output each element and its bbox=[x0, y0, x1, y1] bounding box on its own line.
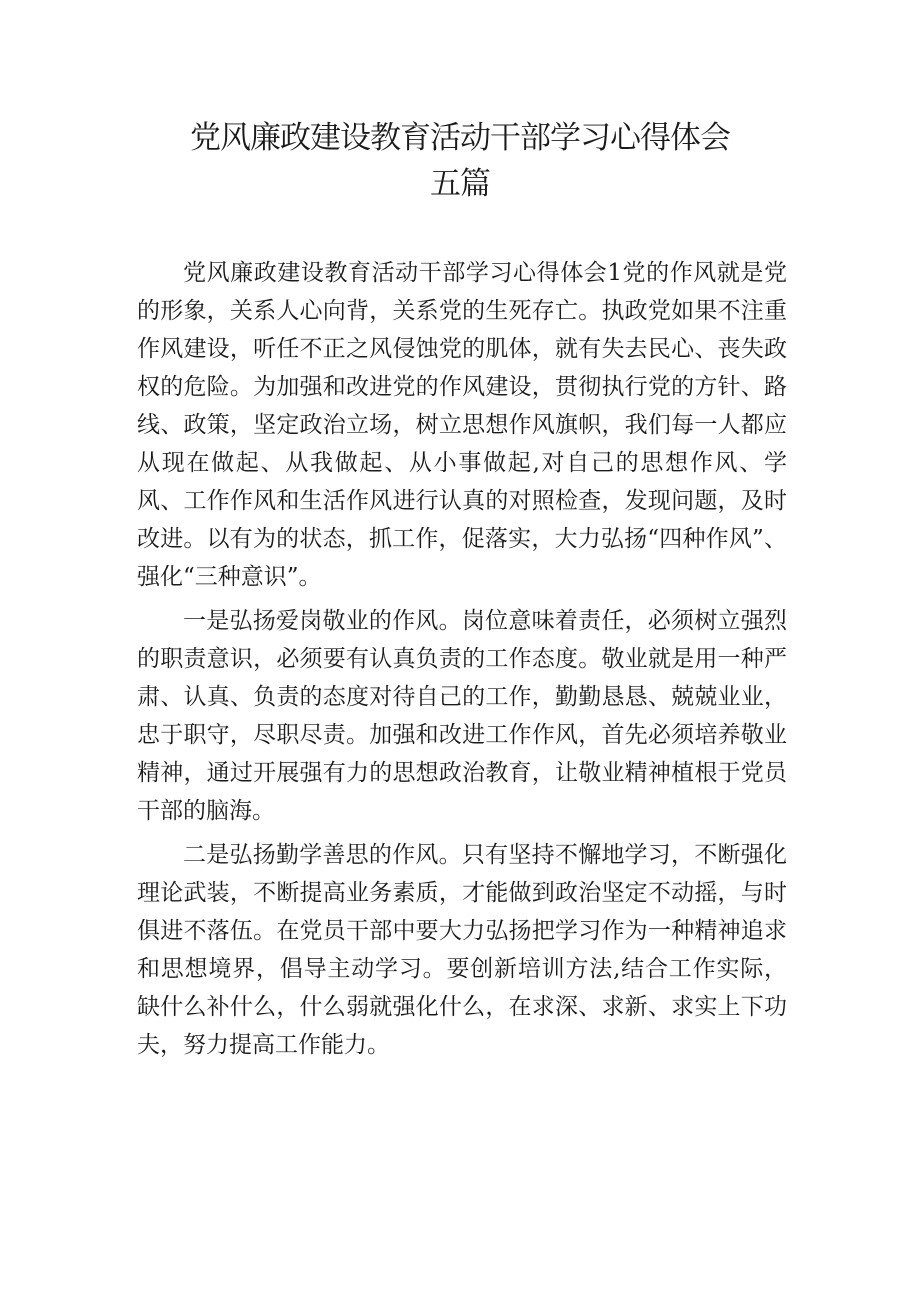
document-body bbox=[137, 254, 787, 1070]
paragraph-point-one: 一是弘扬爱岗敬业的作风。岗位意味着责任，必须树立强烈的职责意识，必须要有认真负责的工作态度。敬业就是用一种严肃、认真、负责的态度对待自己的工作，勤勤恳恳、兢兢业业，忠于职守，尽职尽责。加强和改进工作作风，首先必须培养敬业精神，通过开展强有力的思想政治教育，让敬业精神植根于党员干部的脑海。 bbox=[137, 608, 787, 824]
document-title-line-1: 党风廉政建设教育活动干部学习心得体会 bbox=[190, 120, 730, 156]
paragraph-intro: 党风廉政建设教育活动干部学习心得体会1党的作风就是党的形象，关系人心向背，关系党的生死存亡。执政党如果不注重作风建设，听任不正之风侵蚀党的肌体，就有失去民心、丧失政权的危险。为加强和改进党的作风建设，贯彻执行党的方针、路线、政策，坚定政治立场，树立思想作风旗帜，我们每一人都应从现在做起、从我做起、从小事做起,对自己的思想作风、学风、工作作风和生活作风进行认真的对照检查，发现问题，及时改进。以有为的状态，抓工作，促落实，大力弘扬“四种作风”、强化“三种意识”。 bbox=[137, 260, 787, 590]
paragraph-point-two: 二是弘扬勤学善思的作风。只有坚持不懈地学习，不断强化理论武装，不断提高业务素质，才能做到政治坚定不动摇，与时俱进不落伍。在党员干部中要大力弘扬把学习作为一种精神追求和思想境界，倡导主动学习。要创新培训方法,结合工作实际，缺什么补什么，什么弱就强化什么，在求深、求新、求实上下功夫，努力提高工作能力。 bbox=[137, 842, 787, 1058]
document-title-line-2: 五篇 bbox=[430, 166, 490, 202]
